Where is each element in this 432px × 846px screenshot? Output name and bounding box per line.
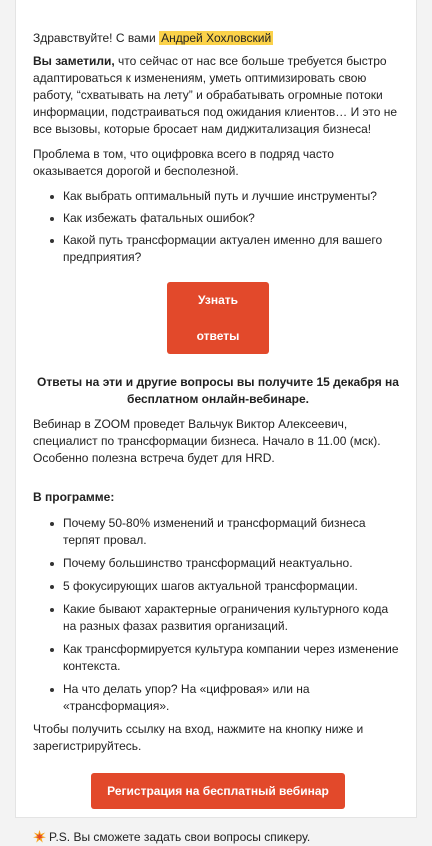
collision-emoji-icon (33, 830, 46, 843)
register-wrap (33, 773, 403, 809)
ps-line (33, 829, 403, 846)
register-webinar-button[interactable]: Регистрация на бесплатный вебинар (91, 773, 345, 809)
sender-name-highlight: Андрей Хохловский (161, 31, 272, 45)
greeting-prefix: Здравствуйте! С вами (33, 31, 160, 45)
list-item: Какие бывают характерные ограничения культурного кода на разных фазах развития организаций. (63, 601, 403, 635)
intro-text: что сейчас от нас все больше требуется быстро адаптироваться к изменениям, уметь оптимизировать свою работу, “схватывать на лету” и обрабатывать огромные потоки информации, подстраиваться под ожидания клиентов… И это не все вызовы, которые бросает нам диджитализация бизнеса! (33, 54, 398, 136)
list-item: Какой путь трансформации актуален именно для вашего предприятия? (63, 232, 403, 266)
problem-paragraph: Проблема в том, что оцифровка всего в подряд часто оказывается дорогой и бесполезной. (33, 147, 334, 178)
register-text: Чтобы получить ссылку на вход, нажмите на кнопку ниже и зарегистрируйтесь. (33, 722, 364, 753)
program-heading: В программе: (33, 490, 115, 504)
program-list (33, 515, 403, 715)
list-item: Почему большинство трансформаций неактуально. (63, 555, 403, 572)
list-item: Как трансформируется культура компании через изменение контекста. (63, 641, 403, 675)
get-answers-button[interactable]: Узнать ответы (167, 282, 269, 354)
list-item: Как выбрать оптимальный путь и лучшие инструменты? (63, 188, 403, 205)
webinar-info: Вебинар в ZOOM проведет Вальчук Виктор Алексеевич, специалист по трансформации бизнеса. Начало в 11.00 (мск). Особенно полезна встреча будет для HRD. (33, 417, 381, 465)
list-item: На что делать упор? На «цифровая» или на «трансформация». (63, 681, 403, 715)
email-body (33, 30, 403, 846)
list-item: 5 фокусирующих шагов актуальной трансформации. (63, 578, 403, 595)
questions-list (33, 188, 403, 266)
list-item: Почему 50-80% изменений и трансформаций бизнеса терпят провал. (63, 515, 403, 549)
email-card (15, 0, 417, 844)
greeting (33, 30, 403, 47)
cta-wrap (33, 282, 403, 354)
intro-paragraph (33, 53, 403, 138)
intro-bold: Вы заметили, (33, 54, 115, 68)
list-item: Как избежать фатальных ошибок? (63, 210, 403, 227)
ps-text: P.S. Вы сможете задать свои вопросы спикеру. (49, 830, 311, 844)
answers-heading: Ответы на эти и другие вопросы вы получите 15 декабря на бесплатном онлайн-вебинаре. (37, 375, 399, 406)
